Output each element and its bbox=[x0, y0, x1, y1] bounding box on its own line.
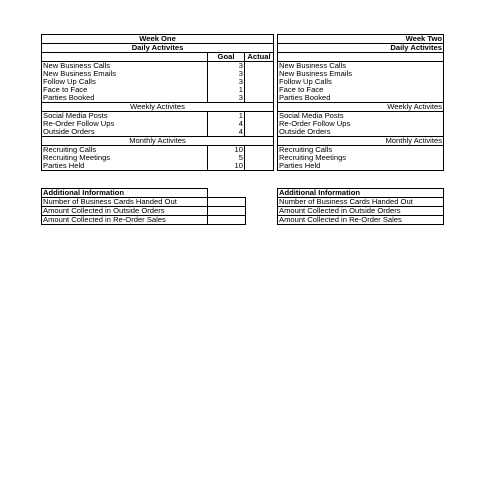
activity-label: Face to Face bbox=[42, 86, 208, 94]
table-row bbox=[42, 78, 274, 86]
actual-cell[interactable] bbox=[245, 146, 274, 155]
activity-label: Outside Orders bbox=[278, 128, 444, 137]
activity-label: Parties Booked bbox=[42, 94, 208, 103]
title-spacer bbox=[208, 189, 246, 198]
actual-cell[interactable] bbox=[245, 112, 274, 121]
info-label: Amount Collected in Outside Orders bbox=[278, 207, 444, 216]
actual-cell[interactable] bbox=[245, 94, 274, 103]
week-one-weekly-header: Weekly Activites bbox=[42, 103, 274, 112]
week-two-spacer bbox=[278, 53, 444, 62]
info-value-cell[interactable] bbox=[208, 198, 246, 207]
activity-label: Social Media Posts bbox=[278, 112, 444, 121]
table-row bbox=[278, 78, 444, 86]
info-label: Amount Collected in Re-Order Sales bbox=[278, 216, 444, 225]
goal-value: 10 bbox=[208, 162, 245, 171]
actual-header: Actual bbox=[245, 53, 274, 62]
goal-value: 3 bbox=[208, 78, 245, 86]
activity-label: Parties Booked bbox=[278, 94, 444, 103]
week-one-spacer bbox=[42, 53, 208, 62]
table-row bbox=[278, 154, 444, 162]
table-row bbox=[42, 62, 274, 71]
table-row bbox=[42, 207, 246, 216]
goal-value: 3 bbox=[208, 94, 245, 103]
week-two-daily-header: Daily Activites bbox=[278, 44, 444, 53]
goal-value: 1 bbox=[208, 112, 245, 121]
table-row bbox=[42, 112, 274, 121]
additional-info-title: Additional Information bbox=[42, 189, 208, 198]
table-row bbox=[278, 162, 444, 171]
table-row bbox=[278, 146, 444, 155]
table-row bbox=[42, 94, 274, 103]
table-row bbox=[42, 70, 274, 78]
goal-value: 4 bbox=[208, 120, 245, 128]
table-row bbox=[278, 94, 444, 103]
activity-label: Follow Up Calls bbox=[42, 78, 208, 86]
table-row bbox=[42, 146, 274, 155]
actual-cell[interactable] bbox=[245, 78, 274, 86]
week-one-monthly-header: Monthly Activites bbox=[42, 137, 274, 146]
week-one-daily-header: Daily Activites bbox=[42, 44, 274, 53]
goal-value: 1 bbox=[208, 86, 245, 94]
activity-label: New Business Calls bbox=[42, 62, 208, 71]
additional-info-title: Additional Information bbox=[278, 189, 444, 198]
week-two-title: Week Two bbox=[278, 35, 444, 44]
info-value-cell[interactable] bbox=[208, 216, 246, 225]
table-row bbox=[42, 198, 246, 207]
activity-label: Social Media Posts bbox=[42, 112, 208, 121]
activity-label: New Business Emails bbox=[278, 70, 444, 78]
activity-label: Parties Held bbox=[42, 162, 208, 171]
actual-cell[interactable] bbox=[245, 62, 274, 71]
table-row bbox=[278, 70, 444, 78]
actual-cell[interactable] bbox=[245, 120, 274, 128]
actual-cell[interactable] bbox=[245, 86, 274, 94]
activity-label: Recruiting Calls bbox=[278, 146, 444, 155]
activity-label: Re-Order Follow Ups bbox=[42, 120, 208, 128]
table-row bbox=[278, 112, 444, 121]
goal-value: 4 bbox=[208, 128, 245, 137]
info-label: Amount Collected in Re-Order Sales bbox=[42, 216, 208, 225]
goal-value: 5 bbox=[208, 154, 245, 162]
table-row bbox=[278, 86, 444, 94]
week-one-table bbox=[41, 34, 274, 171]
goal-header: Goal bbox=[208, 53, 245, 62]
table-row bbox=[42, 128, 274, 137]
activity-label: Parties Held bbox=[278, 162, 444, 171]
table-row bbox=[278, 207, 444, 216]
actual-cell[interactable] bbox=[245, 162, 274, 171]
additional-info-one-table bbox=[41, 188, 246, 225]
actual-cell[interactable] bbox=[245, 154, 274, 162]
week-two-monthly-header: Monthly Activites bbox=[278, 137, 444, 146]
activity-label: New Business Emails bbox=[42, 70, 208, 78]
goal-value: 10 bbox=[208, 146, 245, 155]
activity-label: Outside Orders bbox=[42, 128, 208, 137]
table-row bbox=[42, 120, 274, 128]
table-row bbox=[278, 198, 444, 207]
actual-cell[interactable] bbox=[245, 128, 274, 137]
week-two-table bbox=[277, 34, 444, 171]
info-label: Number of Business Cards Handed Out bbox=[278, 198, 444, 207]
table-row bbox=[278, 120, 444, 128]
info-label: Number of Business Cards Handed Out bbox=[42, 198, 208, 207]
table-row bbox=[42, 216, 246, 225]
table-row bbox=[42, 162, 274, 171]
activity-label: Face to Face bbox=[278, 86, 444, 94]
activity-label: Follow Up Calls bbox=[278, 78, 444, 86]
activity-label: Recruiting Meetings bbox=[278, 154, 444, 162]
activity-label: New Business Calls bbox=[278, 62, 444, 71]
info-value-cell[interactable] bbox=[208, 207, 246, 216]
table-row bbox=[278, 216, 444, 225]
goal-value: 3 bbox=[208, 62, 245, 71]
activity-label: Recruiting Meetings bbox=[42, 154, 208, 162]
week-two-weekly-header: Weekly Activites bbox=[278, 103, 444, 112]
activity-label: Recruiting Calls bbox=[42, 146, 208, 155]
week-one-title: Week One bbox=[42, 35, 274, 44]
info-label: Amount Collected in Outside Orders bbox=[42, 207, 208, 216]
table-row bbox=[42, 86, 274, 94]
goal-value: 3 bbox=[208, 70, 245, 78]
table-row bbox=[278, 128, 444, 137]
activity-label: Re-Order Follow Ups bbox=[278, 120, 444, 128]
table-row bbox=[278, 62, 444, 71]
additional-info-two-table bbox=[277, 188, 444, 225]
actual-cell[interactable] bbox=[245, 70, 274, 78]
table-row bbox=[42, 154, 274, 162]
